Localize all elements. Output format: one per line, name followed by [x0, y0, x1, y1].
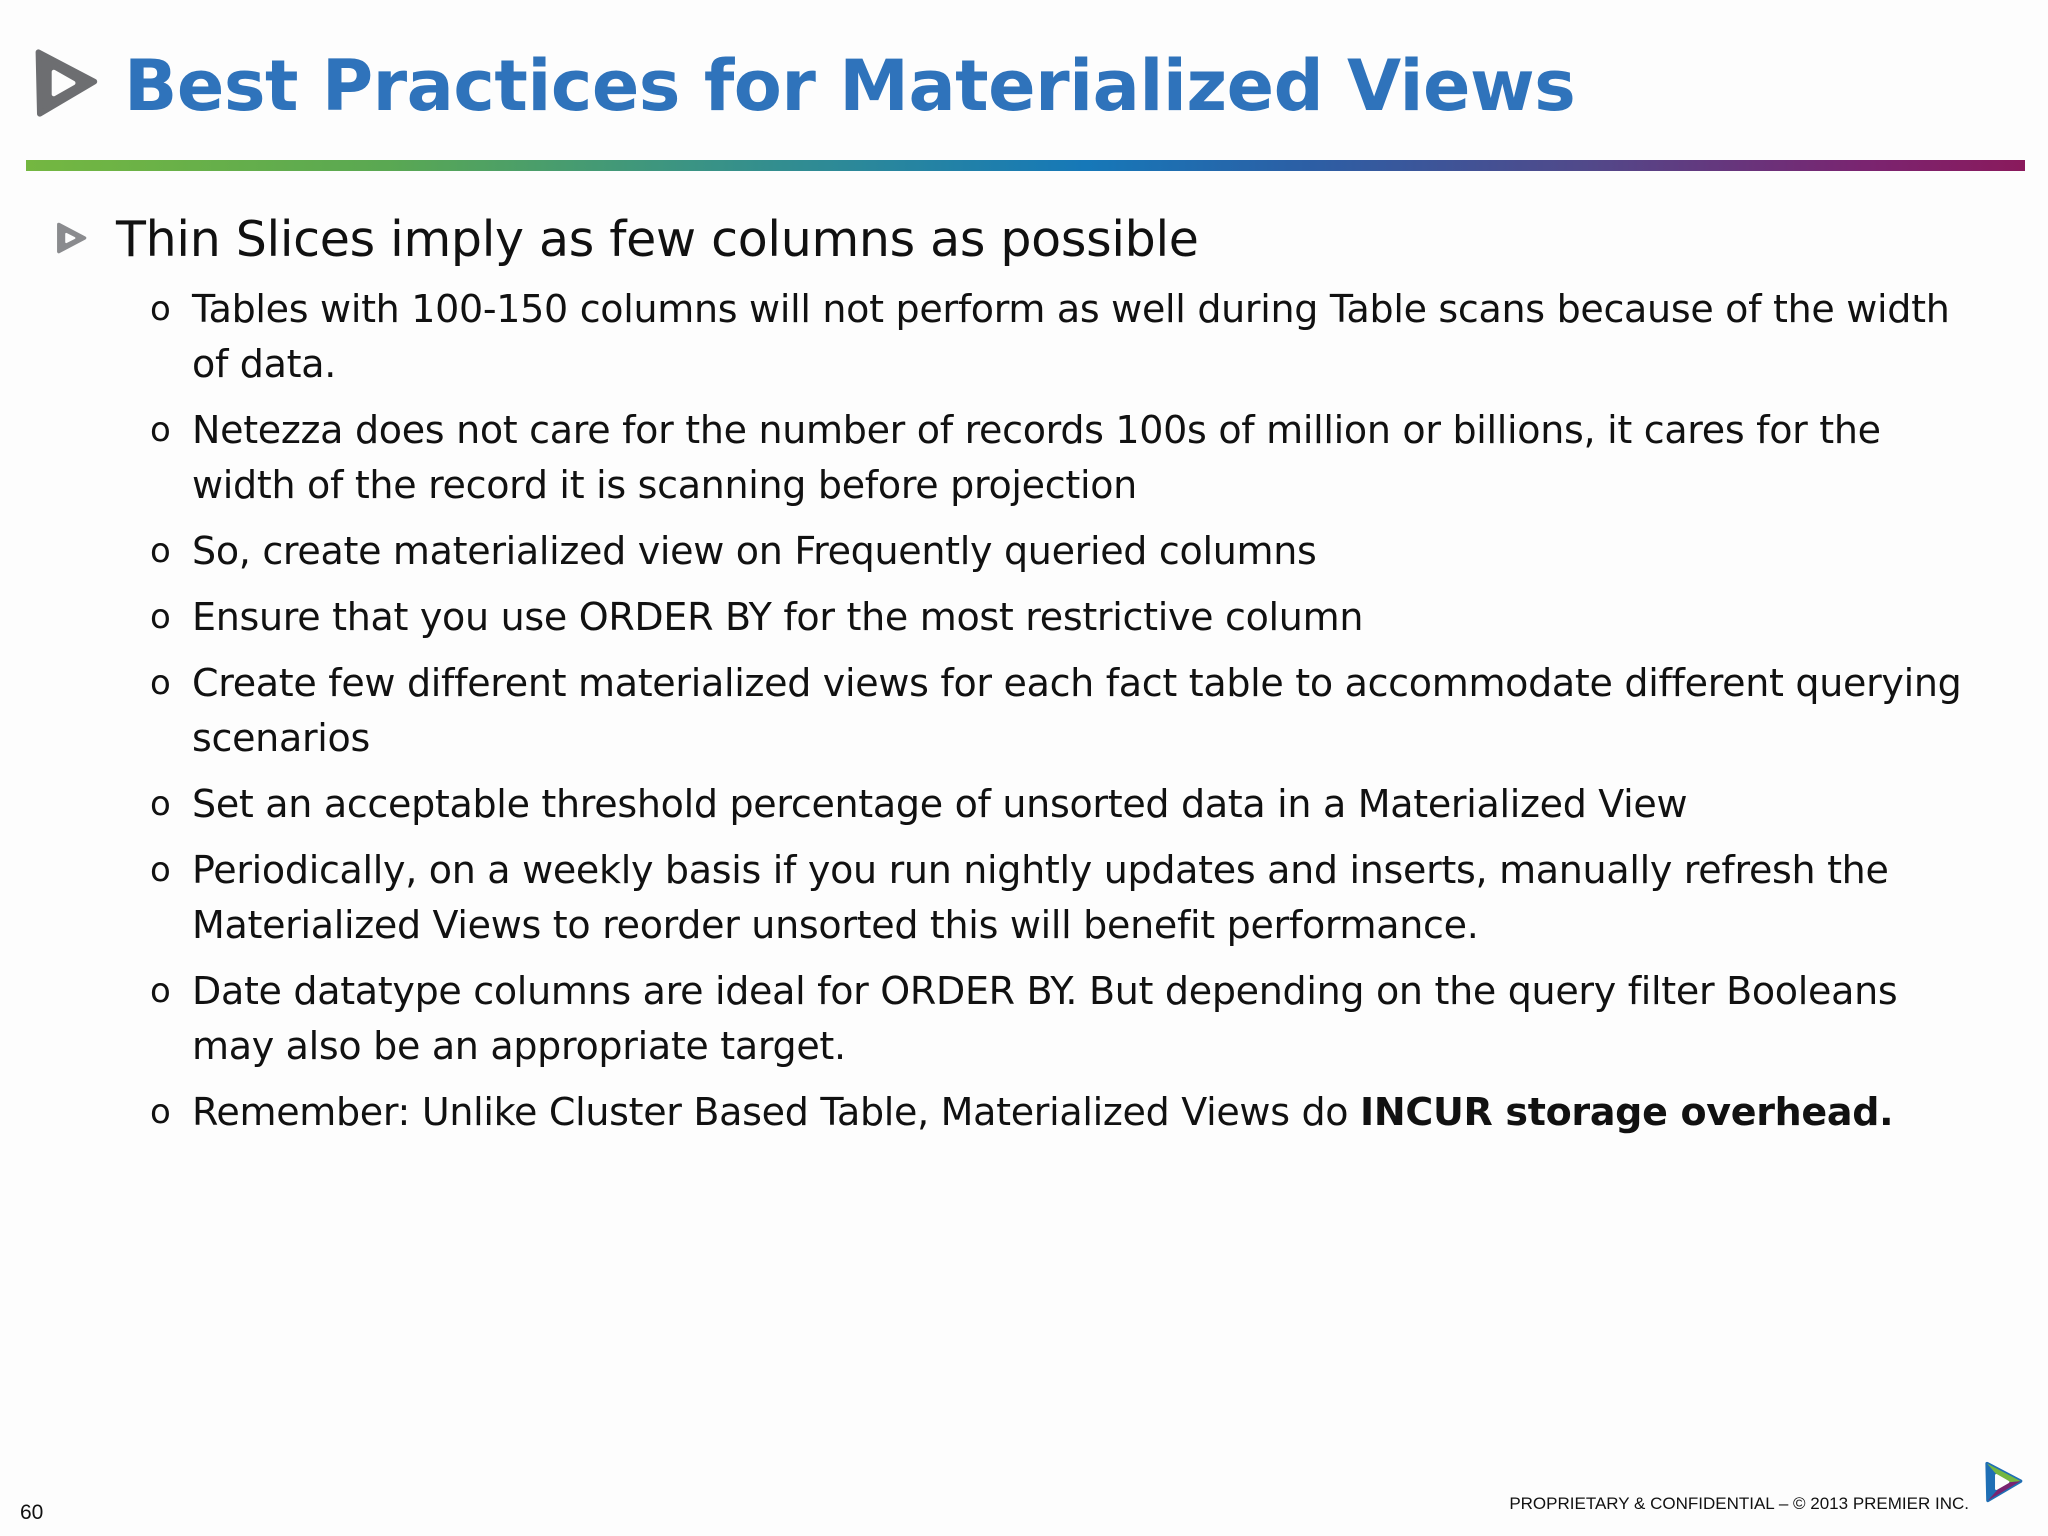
premier-logo-icon: [1982, 1461, 2024, 1503]
circle-bullet-marker: o: [150, 531, 171, 571]
circle-bullet-marker: o: [150, 663, 171, 703]
premier-logo-icon: [30, 48, 100, 118]
title-divider: [26, 160, 2025, 171]
list-item: [150, 524, 1980, 579]
circle-bullet-marker: o: [150, 971, 171, 1011]
list-item-text: [192, 1085, 1980, 1140]
list-item-text: Periodically, on a weekly basis if you run nightly updates and inserts, manually refresh the Materialized Views to reorder unsorted this will benefit performance.: [192, 848, 1889, 947]
list-item: [150, 656, 1980, 766]
circle-bullet-marker: o: [150, 1092, 171, 1132]
circle-bullet-marker: o: [150, 784, 171, 824]
list-item-text: Tables with 100-150 columns will not perform as well during Table scans because of the width of data.: [192, 287, 1950, 386]
page-number: 60: [20, 1501, 44, 1524]
triangle-bullet-icon: [54, 221, 88, 255]
list-item-text: Date datatype columns are ideal for ORDER BY. But depending on the query filter Booleans may also be an appropriate target.: [192, 969, 1898, 1068]
list-item: [150, 843, 1980, 953]
list-item: [150, 403, 1980, 513]
circle-bullet-marker: o: [150, 850, 171, 890]
list-item: [150, 282, 1980, 392]
circle-bullet-marker: o: [150, 289, 171, 329]
list-item-text: Ensure that you use ORDER BY for the most restrictive column: [192, 595, 1364, 639]
sub-bullet-list: [150, 282, 1980, 1151]
list-item-text: Create few different materialized views for each fact table to accommodate different querying scenarios: [192, 661, 1962, 760]
footer-confidential: PROPRIETARY & CONFIDENTIAL – © 2013 PREMIER INC.: [1509, 1494, 1969, 1513]
remember-text: Remember: Unlike Cluster Based Table, Materialized Views do: [192, 1090, 1361, 1134]
list-item: [150, 777, 1980, 832]
list-item-text: Set an acceptable threshold percentage of unsorted data in a Materialized View: [192, 782, 1688, 826]
page-title: Best Practices for Materialized Views: [124, 45, 1576, 127]
list-item-text: So, create materialized view on Frequently queried columns: [192, 529, 1317, 573]
storage-overhead-emphasis: INCUR storage overhead.: [1360, 1090, 1894, 1134]
circle-bullet-marker: o: [150, 410, 171, 450]
list-item: [150, 1085, 1980, 1140]
list-item: [150, 964, 1980, 1074]
list-item-text: Netezza does not care for the number of records 100s of million or billions, it cares for the width of the record it is scanning before projection: [192, 408, 1881, 507]
circle-bullet-marker: o: [150, 597, 171, 637]
list-item: [150, 590, 1980, 645]
main-bullet-text: Thin Slices imply as few columns as possible: [116, 211, 1199, 268]
main-bullet: [54, 208, 1199, 272]
